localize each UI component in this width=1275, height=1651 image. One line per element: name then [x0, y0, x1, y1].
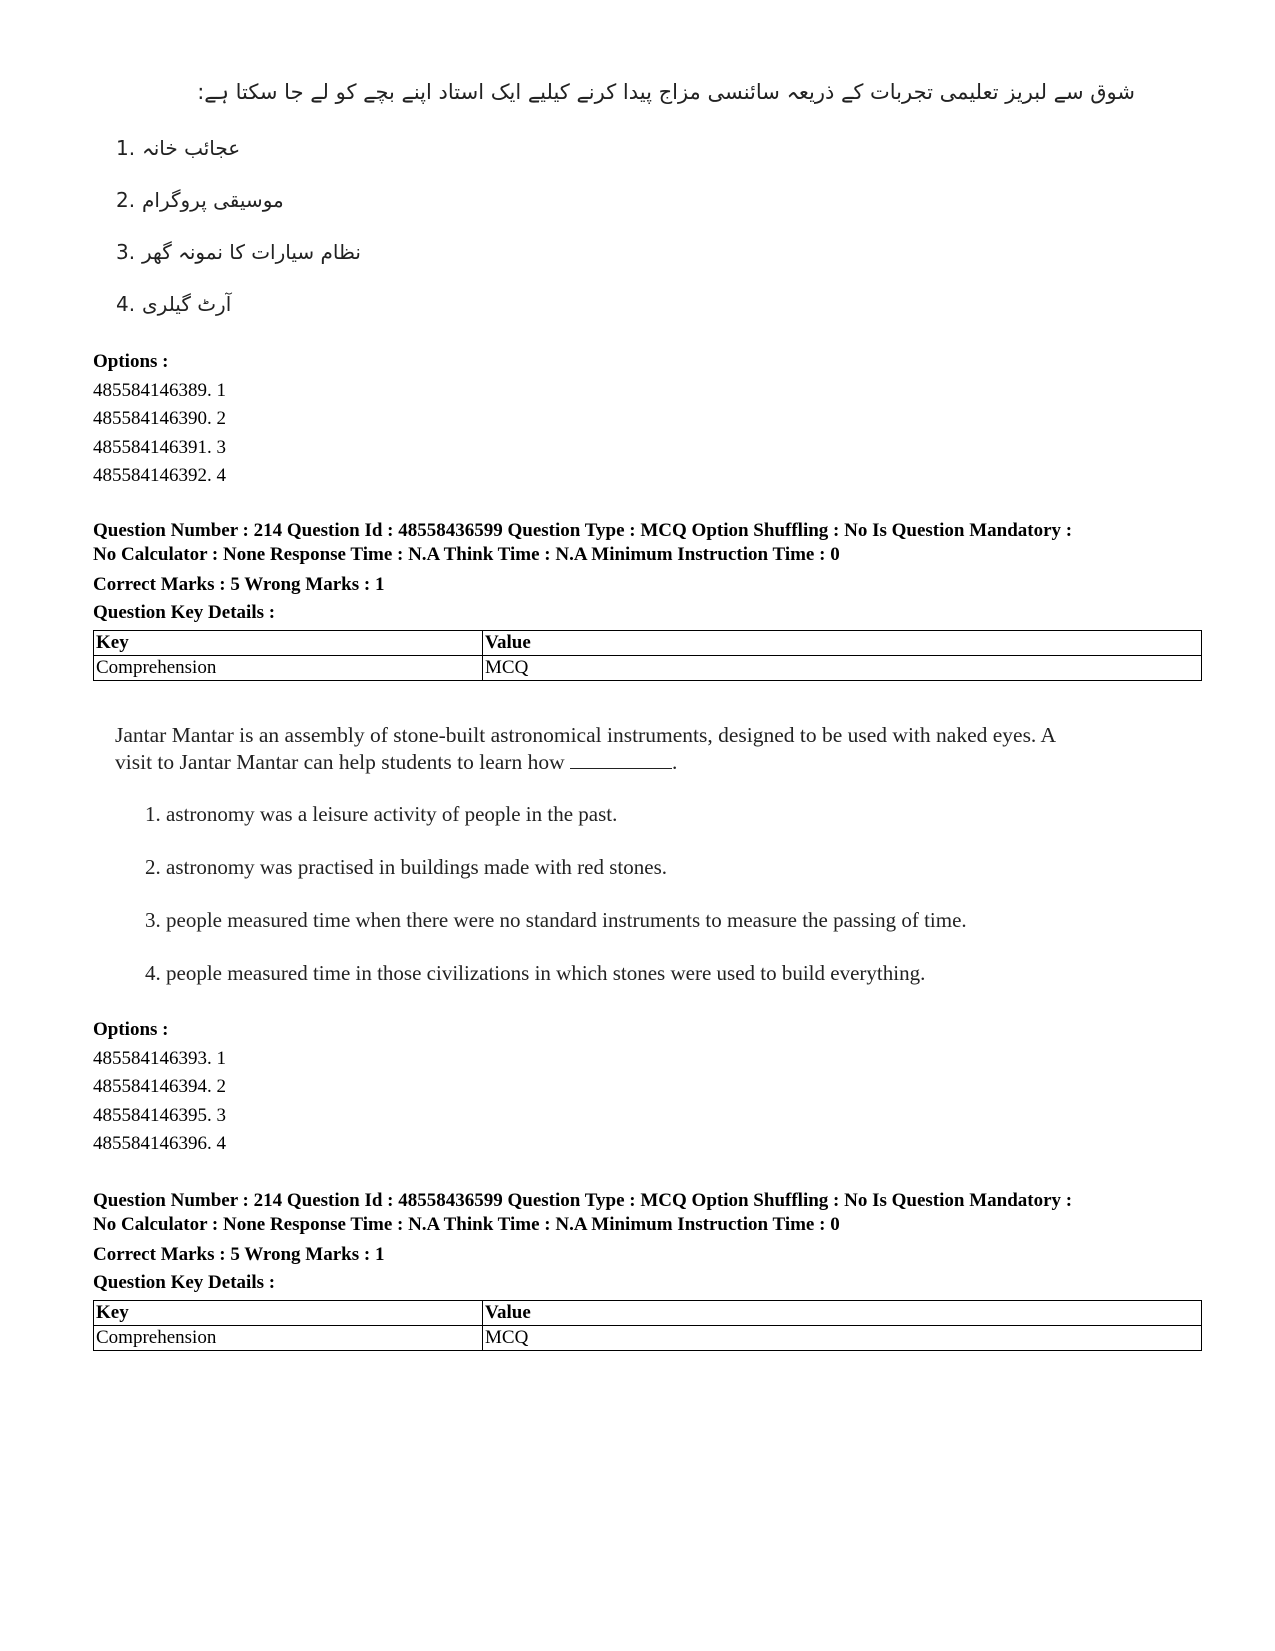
option-item: 485584146390. 2: [93, 408, 226, 429]
table-header-row: [94, 1301, 1202, 1326]
urdu-choice: [116, 136, 361, 188]
urdu-choice: [116, 188, 361, 240]
table-header-value: Value: [483, 1301, 1202, 1326]
question-image-english: [115, 722, 1215, 1002]
question-info-line: No Calculator : None Response Time : N.A Think Time : N.A Minimum Instruction Time : 0: [93, 1214, 840, 1235]
choice-text: نظام سیارات کا نمونہ گھر: [142, 240, 361, 264]
choice-text: آرٹ گیلری: [142, 292, 232, 316]
table-header-key: Key: [94, 1301, 483, 1326]
key-value-table: [93, 1300, 1202, 1351]
passage: [115, 722, 1215, 776]
options-label: Options :: [93, 351, 169, 372]
urdu-choice: [116, 240, 361, 292]
table-cell-key: Comprehension: [94, 1326, 483, 1351]
option-item: 485584146389. 1: [93, 379, 226, 401]
passage-line: Jantar Mantar is an assembly of stone-built astronomical instruments, designed to be used with naked eyes. A: [115, 723, 1057, 747]
choice-text: عجائب خانہ: [142, 136, 241, 160]
option-item: 485584146396. 4: [93, 1133, 226, 1154]
passage-end: .: [671, 750, 678, 774]
table-cell-key: Comprehension: [94, 656, 483, 681]
options-block: [93, 1016, 226, 1159]
marks-line: Correct Marks : 5 Wrong Marks : 1: [93, 1244, 385, 1265]
option-item: 485584146394. 2: [93, 1076, 226, 1097]
options-block: [93, 348, 226, 491]
question-info-line: No Calculator : None Response Time : N.A Think Time : N.A Minimum Instruction Time : 0: [93, 544, 840, 565]
options-label: Options :: [93, 1019, 169, 1040]
choice-item: 2. astronomy was practised in buildings made with red stones.: [145, 855, 667, 879]
table-cell-value: MCQ: [483, 1326, 1202, 1351]
choice-number: 3.: [116, 240, 136, 264]
table-row: [94, 656, 1202, 681]
option-item: 485584146395. 3: [93, 1104, 226, 1126]
option-item: 485584146393. 1: [93, 1047, 226, 1069]
table-row: [94, 1326, 1202, 1351]
question-meta: [93, 1189, 1203, 1297]
question-info-line: Question Number : 214 Question Id : 48558436599 Question Type : MCQ Option Shuffling : No Is Question Mandatory :: [93, 520, 1073, 541]
table-header-row: [94, 631, 1202, 656]
option-item: 485584146391. 3: [93, 436, 226, 458]
choice-item: 1. astronomy was a leisure activity of people in the past.: [145, 802, 618, 826]
choice-number: 2.: [116, 188, 136, 212]
key-value-table: [93, 630, 1202, 681]
key-details-label: Question Key Details :: [93, 602, 276, 623]
choice-number: 1.: [116, 136, 136, 160]
table-cell-value: MCQ: [483, 656, 1202, 681]
urdu-choice-list: [116, 136, 361, 344]
urdu-question-text: شوق سے لبریز تعلیمی تجربات کے ذریعہ سائنسی مزاج پیدا کرنے کیلیے ایک استاد اپنے بچے کو لے جا سکتا ہے:: [197, 80, 1135, 104]
choice-text: موسیقی پروگرام: [142, 188, 284, 212]
choice-item: 3. people measured time when there were no standard instruments to measure the passing of time.: [145, 908, 967, 932]
urdu-choice: [116, 292, 361, 344]
choice-number: 4.: [116, 292, 136, 316]
option-item: 485584146392. 4: [93, 465, 226, 486]
marks-line: Correct Marks : 5 Wrong Marks : 1: [93, 574, 385, 595]
choice-list: [145, 788, 1215, 1000]
fill-in-blank: [570, 750, 672, 769]
table-header-value: Value: [483, 631, 1202, 656]
question-info-line: Question Number : 214 Question Id : 48558436599 Question Type : MCQ Option Shuffling : No Is Question Mandatory :: [93, 1190, 1073, 1211]
choice-item: 4. people measured time in those civilizations in which stones were used to build everything.: [145, 961, 926, 985]
question-meta: [93, 519, 1203, 627]
table-header-key: Key: [94, 631, 483, 656]
key-details-label: Question Key Details :: [93, 1272, 276, 1293]
passage-line: visit to Jantar Mantar can help students to learn how: [115, 750, 565, 774]
